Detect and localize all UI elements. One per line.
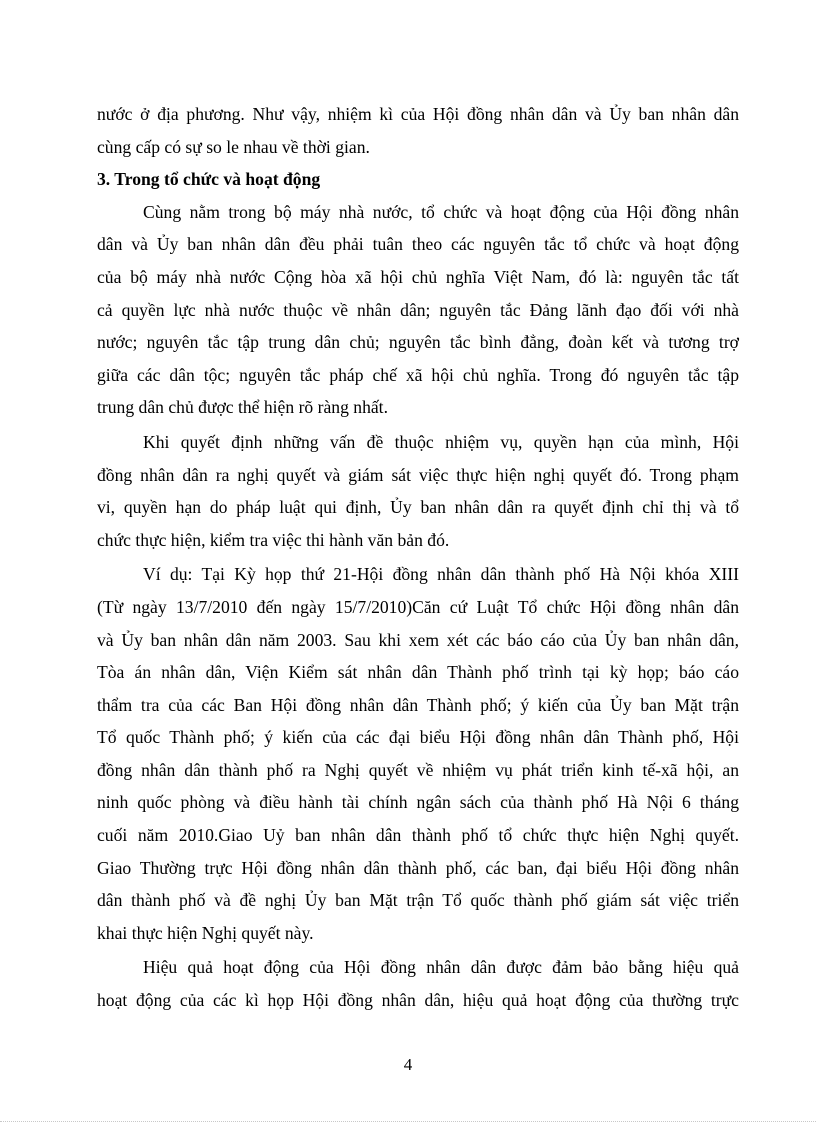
text-line: vi, quyền hạn do pháp luật qui định, Ủy ban nhân dân ra quyết định chỉ thị và tổ xyxy=(97,497,739,518)
text-line: chức thực hiện, kiểm tra việc thi hành văn bản đó. xyxy=(97,529,450,550)
section-heading xyxy=(97,163,739,196)
text-line: cùng cấp có sự so le nhau về thời gian. xyxy=(97,136,370,157)
text-line: Cùng nằm trong bộ máy nhà nước, tổ chức và hoạt động của Hội đồng nhân xyxy=(143,201,739,222)
text-line: Hiệu quả hoạt động của Hội đồng nhân dân được đảm bảo bằng hiệu quả xyxy=(143,957,739,978)
paragraph xyxy=(97,951,739,1016)
text-line: của bộ máy nhà nước Cộng hòa xã hội chủ nghĩa Việt Nam, đó là: nguyên tắc tất xyxy=(97,266,739,287)
text-line: cả quyền lực nhà nước thuộc về nhân dân; nguyên tắc Đảng lãnh đạo đối với nhà xyxy=(97,299,739,320)
text-line: nước ở địa phương. Như vậy, nhiệm kì của Hội đồng nhân dân và Ủy ban nhân dân xyxy=(97,104,739,124)
heading-text: 3. Trong tổ chức và hoạt động xyxy=(97,169,321,190)
text-line: dân thành phố và đề nghị Ủy ban Mặt trận Tổ quốc thành phố giám sát việc triển xyxy=(97,890,739,911)
text-line: dân và Ủy ban nhân dân đều phải tuân theo các nguyên tắc tổ chức và hoạt động xyxy=(97,234,739,255)
text-line: cuối năm 2010.Giao Uỷ ban nhân dân thành phố tổ chức thực hiện Nghị quyết. xyxy=(97,825,739,846)
text-line: đồng nhân dân ra nghị quyết và giám sát việc thực hiện nghị quyết đó. Trong phạm xyxy=(97,464,739,485)
page-bottom-divider xyxy=(0,1121,816,1122)
paragraph xyxy=(97,558,739,949)
text-line: Tòa án nhân dân, Viện Kiểm sát nhân dân Thành phố trình tại kỳ họp; báo cáo xyxy=(97,662,739,683)
document-page xyxy=(97,98,739,1017)
text-line: thẩm tra của các Ban Hội đồng nhân dân Thành phố; ý kiến của Ủy ban Mặt trận xyxy=(97,694,739,715)
text-line: ninh quốc phòng và điều hành tài chính ngân sách của thành phố Hà Nội 6 tháng xyxy=(97,792,739,813)
text-line: (Từ ngày 13/7/2010 đến ngày 15/7/2010)Căn cứ Luật Tổ chức Hội đồng nhân dân xyxy=(97,596,739,617)
page-number: 4 xyxy=(403,1055,413,1074)
text-line: khai thực hiện Nghị quyết này. xyxy=(97,922,314,943)
text-line: Giao Thường trực Hội đồng nhân dân thành phố, các ban, đại biểu Hội đồng nhân xyxy=(97,857,739,878)
text-line: nước; nguyên tắc tập trung dân chủ; nguyên tắc bình đẳng, đoàn kết và tương trợ xyxy=(97,332,739,353)
paragraph xyxy=(97,196,739,424)
text-line: Ví dụ: Tại Kỳ họp thứ 21-Hội đồng nhân dân thành phố Hà Nội khóa XIII xyxy=(143,564,739,585)
text-line: và Ủy ban nhân dân năm 2003. Sau khi xem xét các báo cáo của Ủy ban nhân dân, xyxy=(97,629,739,650)
text-line: Khi quyết định những vấn đề thuộc nhiệm vụ, quyền hạn của mình, Hội xyxy=(143,431,739,452)
text-line: đồng nhân dân thành phố ra Nghị quyết về nhiệm vụ phát triển kinh tế-xã hội, an xyxy=(97,759,739,780)
paragraph xyxy=(97,426,739,556)
paragraph xyxy=(97,98,739,163)
text-line: giữa các dân tộc; nguyên tắc pháp chế xã hội chủ nghĩa. Trong đó nguyên tắc tập xyxy=(97,364,739,385)
text-line: trung dân chủ được thể hiện rõ ràng nhất. xyxy=(97,397,388,418)
text-line: hoạt động của các kì họp Hội đồng nhân dân, hiệu quả hoạt động của thường trực xyxy=(97,990,739,1011)
text-line: Tổ quốc Thành phố; ý kiến của các đại biểu Hội đồng nhân dân Thành phố, Hội xyxy=(97,727,739,748)
